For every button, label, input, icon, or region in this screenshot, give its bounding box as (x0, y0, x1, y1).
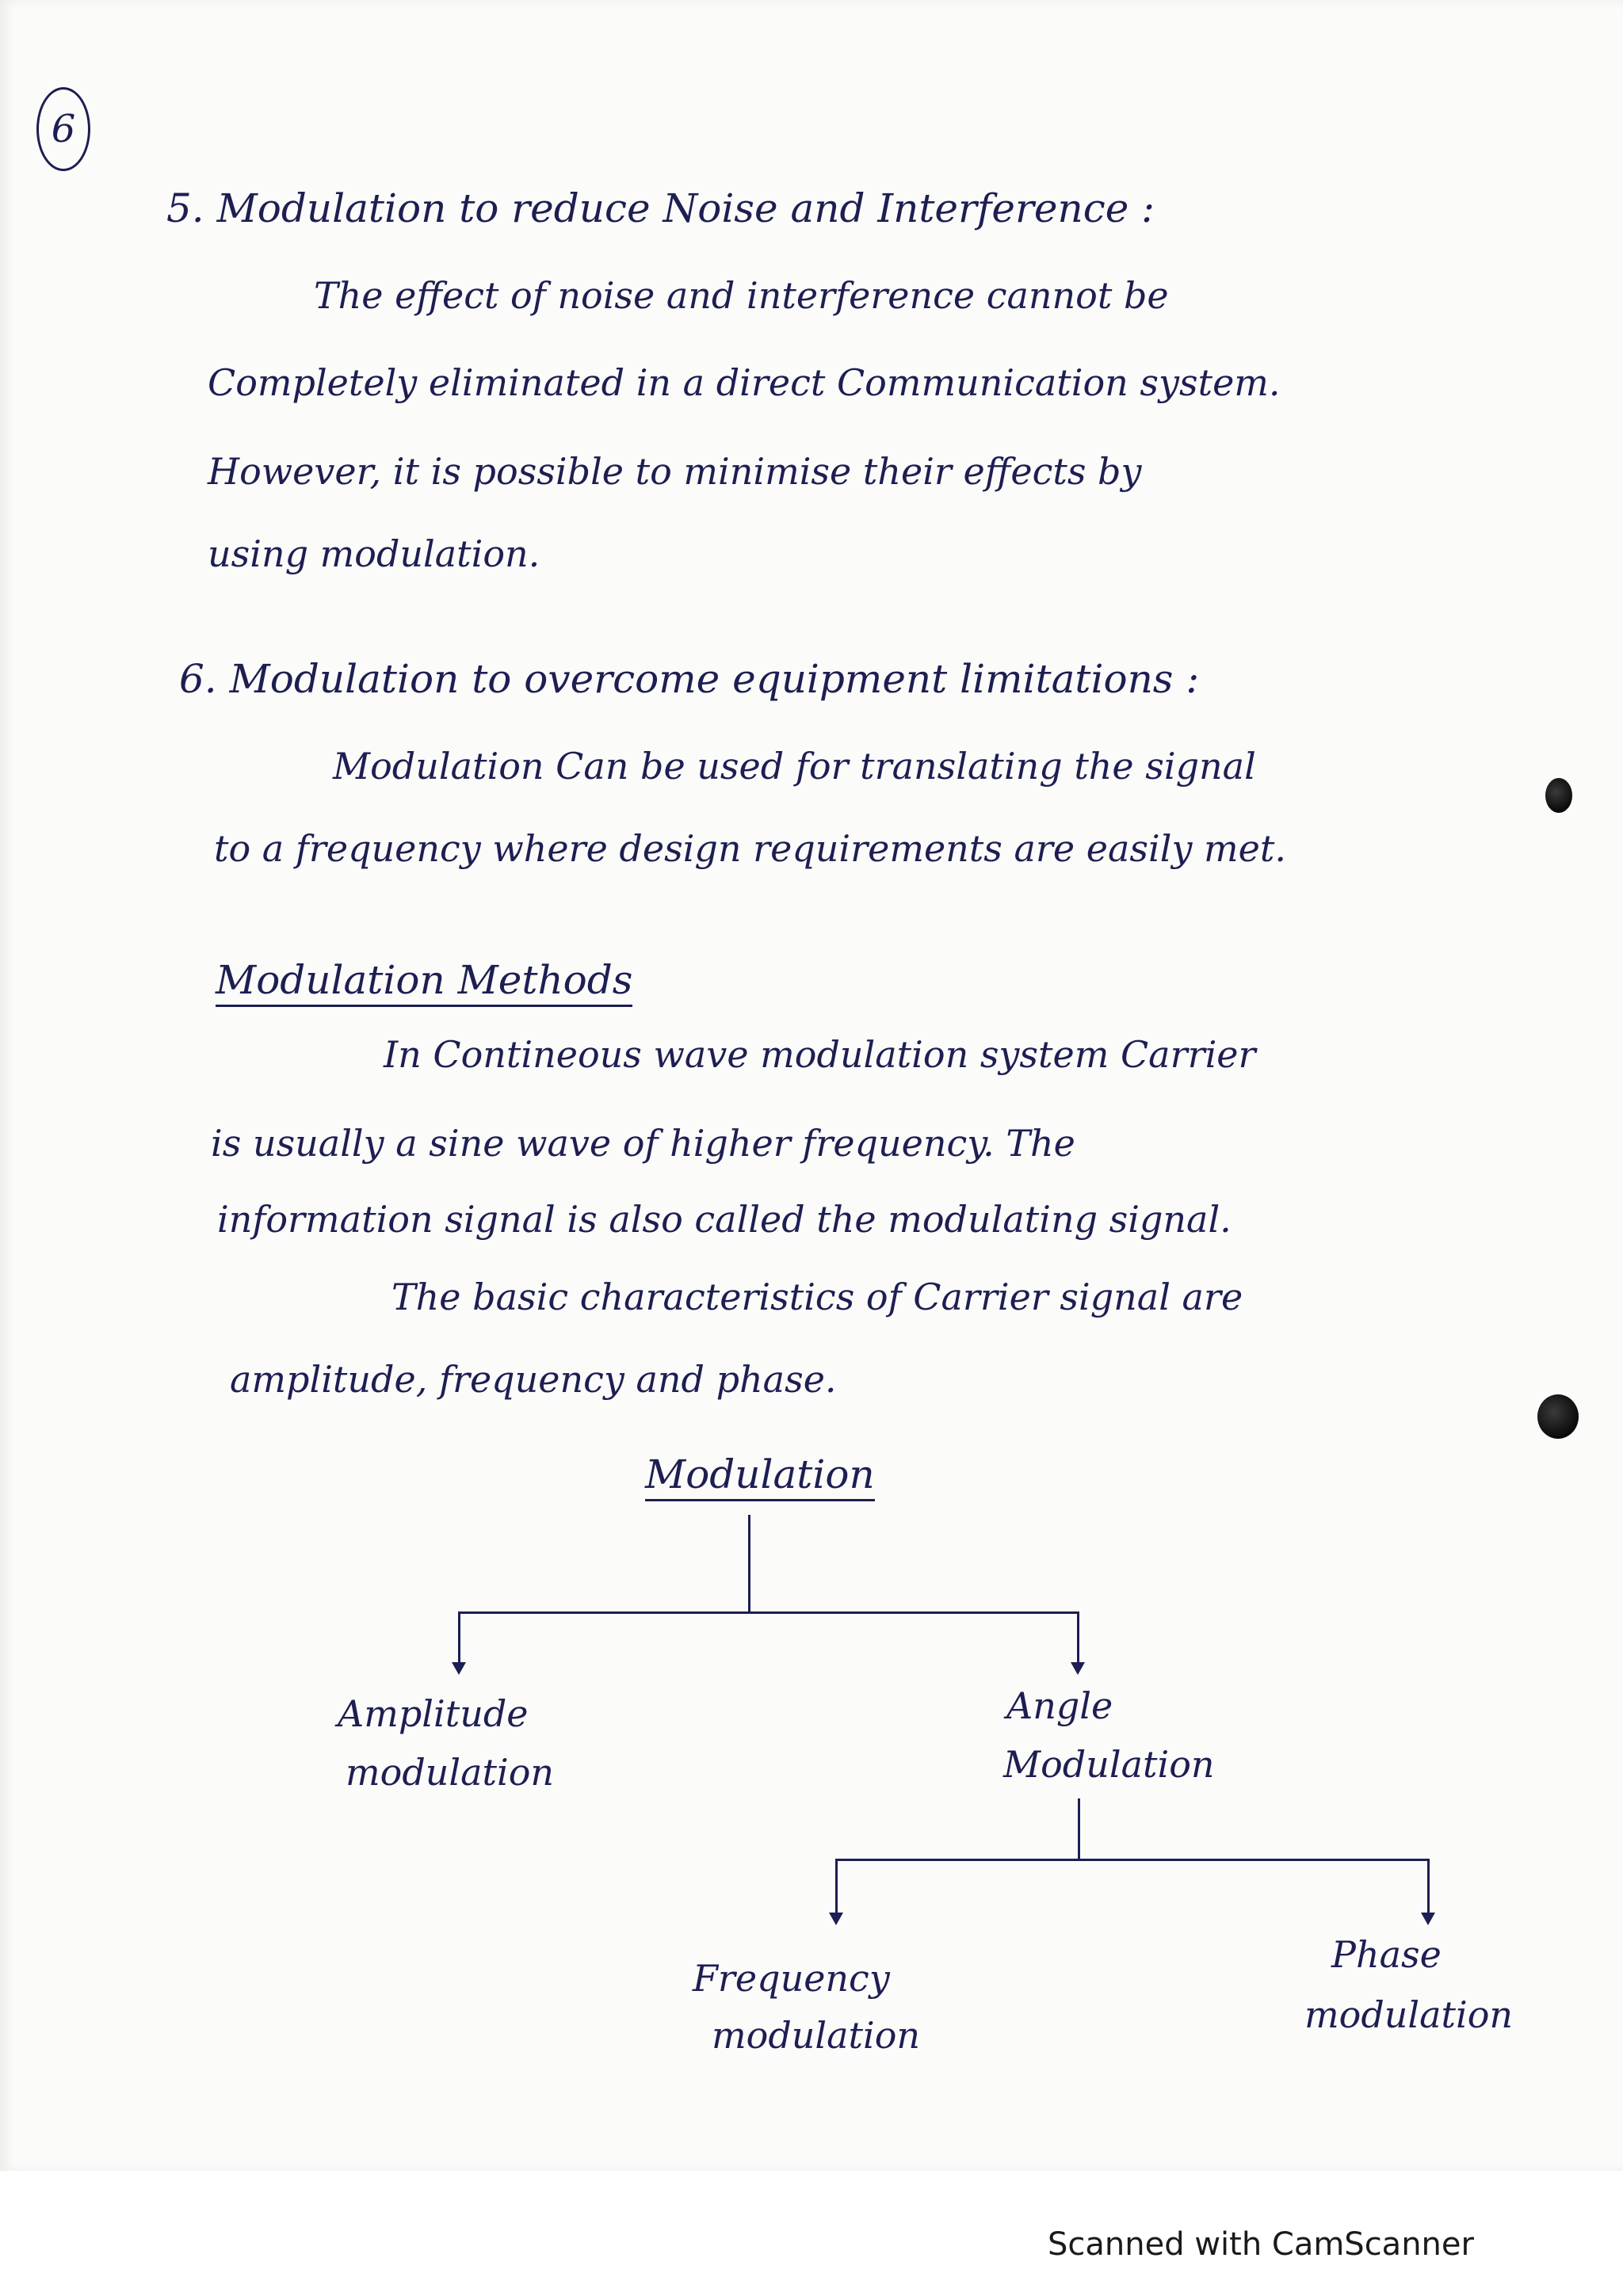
tree-right-arrow (1071, 1662, 1085, 1675)
methods-line-4: The basic characteristics of Carrier signal are (391, 1276, 1243, 1318)
tree-phase-arrow (1421, 1913, 1435, 1925)
amplitude-label-1: Amplitude (338, 1692, 529, 1735)
methods-line-2: is usually a sine wave of higher frequency. The (211, 1122, 1075, 1165)
tree-root-stem (748, 1515, 750, 1611)
section5-heading: 5. Modulation to reduce Noise and Interference : (166, 185, 1155, 231)
punch-hole-lower (1537, 1394, 1579, 1439)
frequency-label-2: modulation (712, 2014, 921, 2057)
section6-line-1: Modulation Can be used for translating the signal (333, 745, 1256, 788)
tree-level1-bar (458, 1611, 1079, 1614)
punch-hole-upper (1545, 778, 1572, 813)
angle-label-2: Modulation (1003, 1743, 1215, 1786)
tree-frequency-drop (835, 1859, 838, 1914)
page-number-circle (36, 87, 90, 171)
section6-heading: 6. Modulation to overcome equipment limitations : (179, 656, 1200, 702)
angle-label-1: Angle (1006, 1684, 1113, 1727)
section5-line-1: The effect of noise and interference cannot be (314, 274, 1169, 317)
tree-left-drop (458, 1611, 460, 1664)
tree-left-arrow (452, 1662, 466, 1675)
phase-label-1: Phase (1331, 1933, 1442, 1976)
tree-phase-drop (1427, 1859, 1430, 1914)
tree-right-drop (1077, 1611, 1079, 1664)
tree-level2-bar (835, 1859, 1430, 1861)
methods-line-1: In Contineous wave modulation system Carrier (384, 1033, 1256, 1076)
section5-line-3: However, it is possible to minimise their effects by (208, 450, 1142, 493)
methods-line-5: amplitude, frequency and phase. (230, 1358, 837, 1401)
tree-angle-stem (1078, 1798, 1080, 1860)
section6-line-2: to a frequency where design requirements are easily met. (214, 827, 1287, 870)
phase-label-2: modulation (1304, 1993, 1514, 2036)
tree-frequency-arrow (829, 1913, 843, 1925)
camscanner-watermark: Scanned with CamScanner (1048, 2226, 1474, 2263)
methods-line-3: information signal is also called the modulating signal. (217, 1198, 1232, 1241)
methods-heading: Modulation Methods (216, 960, 632, 1007)
page-number: 6 (51, 107, 76, 151)
tree-root-label: Modulation (645, 1455, 875, 1501)
amplitude-label-2: modulation (346, 1751, 555, 1794)
section5-line-2: Completely eliminated in a direct Communication system. (208, 361, 1281, 404)
section5-line-4: using modulation. (208, 532, 540, 575)
frequency-label-1: Frequency (693, 1957, 890, 2000)
